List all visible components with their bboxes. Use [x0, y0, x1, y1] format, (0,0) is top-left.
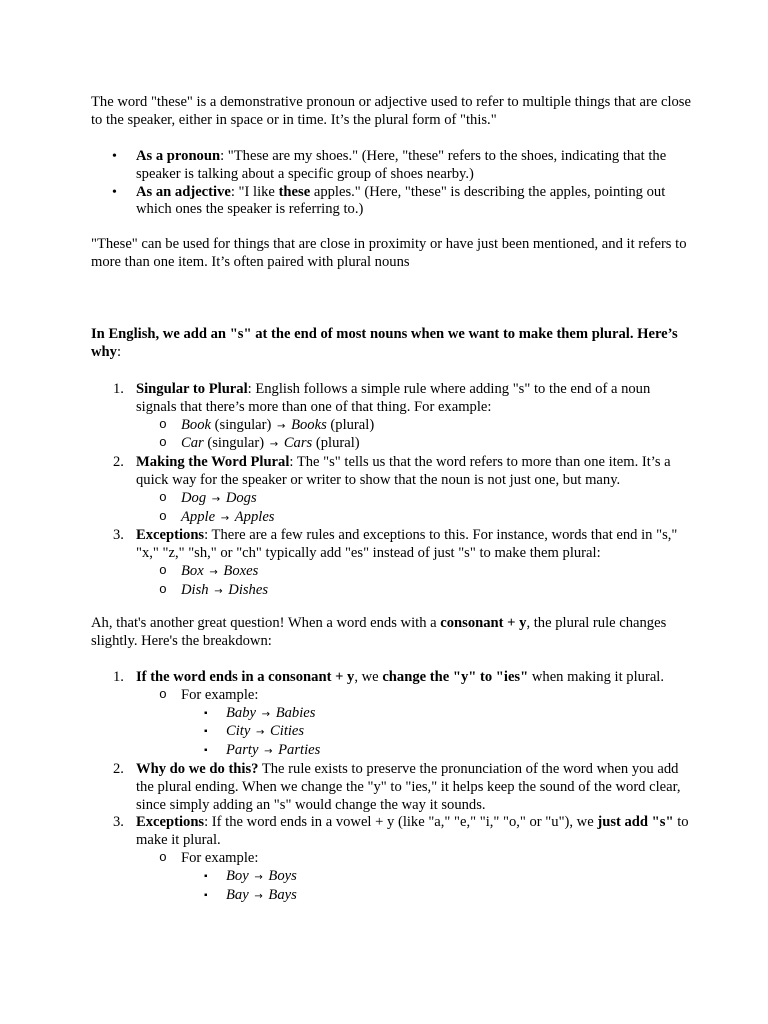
item-number: 3.	[113, 527, 124, 544]
plural-word: Dogs	[225, 489, 257, 506]
item-number: 2.	[113, 760, 124, 777]
example-item	[159, 435, 691, 454]
arrow-icon: →	[214, 585, 223, 597]
term-label: Singular to Plural	[136, 381, 248, 397]
list-item	[91, 669, 691, 687]
singular-word: Dog	[181, 489, 207, 506]
item-text: : "I like	[230, 183, 279, 200]
item-text: when making it plural.	[528, 669, 664, 685]
consonant-y-rules-list	[91, 669, 691, 905]
heading-colon: :	[116, 343, 122, 360]
intro-bullet-list	[91, 148, 691, 219]
arrow-icon: →	[254, 871, 263, 883]
bullet-icon: •	[112, 184, 117, 200]
example-item	[159, 489, 691, 509]
item-number: 1.	[113, 381, 124, 397]
circle-bullet-icon: o	[159, 581, 167, 597]
item-text: : If the word ends in a vowel + y (like "a," "e," "i," "o," or "u"), we	[204, 814, 598, 831]
square-bullet-icon: ▪	[204, 870, 208, 882]
intro-paragraph: The word "these" is a demonstrative pronoun or adjective used to refer to multiple things that are close to the speaker, either in space or in time. It’s the plural form of "this."	[91, 94, 691, 128]
list-item	[91, 184, 691, 220]
list-item	[91, 148, 691, 184]
arrow-icon: →	[209, 566, 218, 578]
arrow-icon: →	[261, 708, 271, 720]
arrow-icon: →	[211, 493, 221, 505]
item-text: The rule exists to preserve the pronunciation of the word when you add the plural ending. When we change the "y" to "ies," it helps keep the sound of the word clear, since simply adding an "s" would change the way it sounds.	[136, 760, 681, 813]
example-label-item	[159, 686, 691, 705]
singular-word: Party	[226, 742, 259, 759]
list-item	[91, 527, 691, 563]
plural-word: Boys	[268, 867, 297, 884]
intro-text: Ah, that's another great question! When a word ends with a	[91, 615, 441, 631]
example-item	[204, 742, 691, 761]
example-item	[204, 886, 691, 906]
intro-text: , the plural rule changes slightly. Here's the breakdown:	[91, 615, 667, 649]
arrow-icon: →	[264, 746, 273, 758]
for-example-text: For example:	[181, 849, 259, 866]
list-item	[91, 381, 691, 417]
singular-word: Boy	[226, 867, 249, 884]
circle-bullet-icon: o	[159, 562, 167, 578]
item-text: : The "s" tells us that the word refers to more than one item. It’s a quick way for the speaker or writer to show that the noun is not just one, but many.	[136, 454, 671, 488]
term-label: Making the Word Plural	[136, 454, 290, 471]
term-label: As an adjective	[136, 183, 231, 200]
arrow-icon: →	[220, 512, 230, 524]
circle-bullet-icon: o	[159, 686, 167, 702]
square-bullet-icon: ▪	[204, 726, 208, 738]
note: (plural)	[326, 416, 375, 433]
bold-phrase: If the word ends in a consonant + y	[136, 669, 355, 685]
singular-word: Car	[181, 435, 204, 452]
bold-phrase: Exceptions	[136, 814, 205, 831]
singular-word: Dish	[181, 581, 209, 598]
arrow-icon: →	[254, 890, 263, 902]
item-number: 2.	[113, 454, 124, 471]
item-text: : "These are my shoes." (Here, "these" refers to the shoes, indicating that the speaker is talking about a specific group of shoes nearby.)	[136, 148, 667, 182]
singular-word: Baby	[226, 704, 256, 721]
bold-phrase: consonant + y	[440, 615, 527, 631]
item-text: : English follows a simple rule where adding "s" to the end of a noun signals that there’s more than one of that thing. For example:	[136, 381, 651, 415]
circle-bullet-icon: o	[159, 416, 167, 432]
section3-intro	[91, 615, 691, 651]
circle-bullet-icon: o	[159, 508, 167, 524]
item-text: , we	[354, 669, 383, 685]
plural-word: Parties	[278, 742, 321, 759]
example-item	[159, 508, 691, 528]
term-label: As a pronoun	[136, 148, 221, 164]
arrow-icon: →	[255, 727, 265, 739]
note: (singular)	[203, 435, 268, 452]
square-bullet-icon: ▪	[204, 889, 208, 901]
note: (singular)	[211, 416, 276, 433]
plural-rules-list	[91, 381, 691, 601]
singular-word: Box	[181, 562, 204, 579]
plural-word: Bays	[268, 886, 297, 903]
item-text: : There are a few rules and exceptions to this. For instance, words that end in "s," "x," "z," "sh," or "ch" typically add "es" instead of just "s" to make them plural:	[136, 527, 678, 562]
note: (plural)	[312, 435, 360, 452]
singular-word: Apple	[181, 508, 216, 525]
plural-word: Cities	[270, 723, 305, 740]
for-example-text: For example:	[181, 686, 259, 703]
circle-bullet-icon: o	[159, 849, 167, 865]
list-item	[91, 761, 691, 814]
example-item	[204, 867, 691, 887]
item-number: 1.	[113, 669, 124, 685]
example-label-item	[159, 849, 691, 868]
example-item	[159, 581, 691, 601]
term-label: Exceptions	[136, 527, 205, 544]
plural-word: Cars	[283, 435, 313, 452]
list-item	[91, 454, 691, 490]
singular-word: Bay	[226, 886, 249, 903]
closing-paragraph: "These" can be used for things that are close in proximity or have just been mentioned, and it refers to more than one item. It’s often paired with plural nouns	[91, 236, 687, 270]
square-bullet-icon: ▪	[204, 745, 208, 757]
singular-word: City	[226, 723, 251, 740]
arrow-icon: →	[277, 420, 286, 432]
bullet-icon: •	[112, 149, 117, 164]
circle-bullet-icon: o	[159, 489, 167, 505]
example-item	[159, 562, 691, 582]
arrow-icon: →	[269, 439, 279, 451]
plural-word: Dishes	[228, 581, 269, 598]
item-text: apples." (Here, "these" is describing the apples, pointing out which ones the speaker is referring to.)	[136, 183, 666, 218]
example-item	[204, 723, 691, 742]
bold-phrase: Why do we do this?	[136, 760, 259, 777]
example-item	[204, 704, 691, 724]
plural-word: Apples	[234, 508, 275, 525]
bold-phrase: just add "s"	[597, 814, 674, 831]
circle-bullet-icon: o	[159, 435, 167, 451]
bold-phrase: change the "y" to "ies"	[382, 669, 529, 685]
list-item	[91, 814, 691, 850]
heading-text: In English, we add an "s" at the end of most nouns when we want to make them plural. Here’s why	[91, 326, 678, 360]
plural-word: Books	[291, 416, 327, 433]
bold-word: these	[278, 183, 311, 200]
section-heading	[91, 326, 691, 362]
plural-word: Babies	[275, 704, 316, 721]
square-bullet-icon: ▪	[204, 707, 208, 719]
plural-word: Boxes	[223, 562, 259, 579]
example-item	[159, 416, 691, 436]
item-text: to make it plural.	[136, 814, 689, 849]
singular-word: Book	[181, 416, 211, 433]
item-number: 3.	[113, 814, 124, 831]
